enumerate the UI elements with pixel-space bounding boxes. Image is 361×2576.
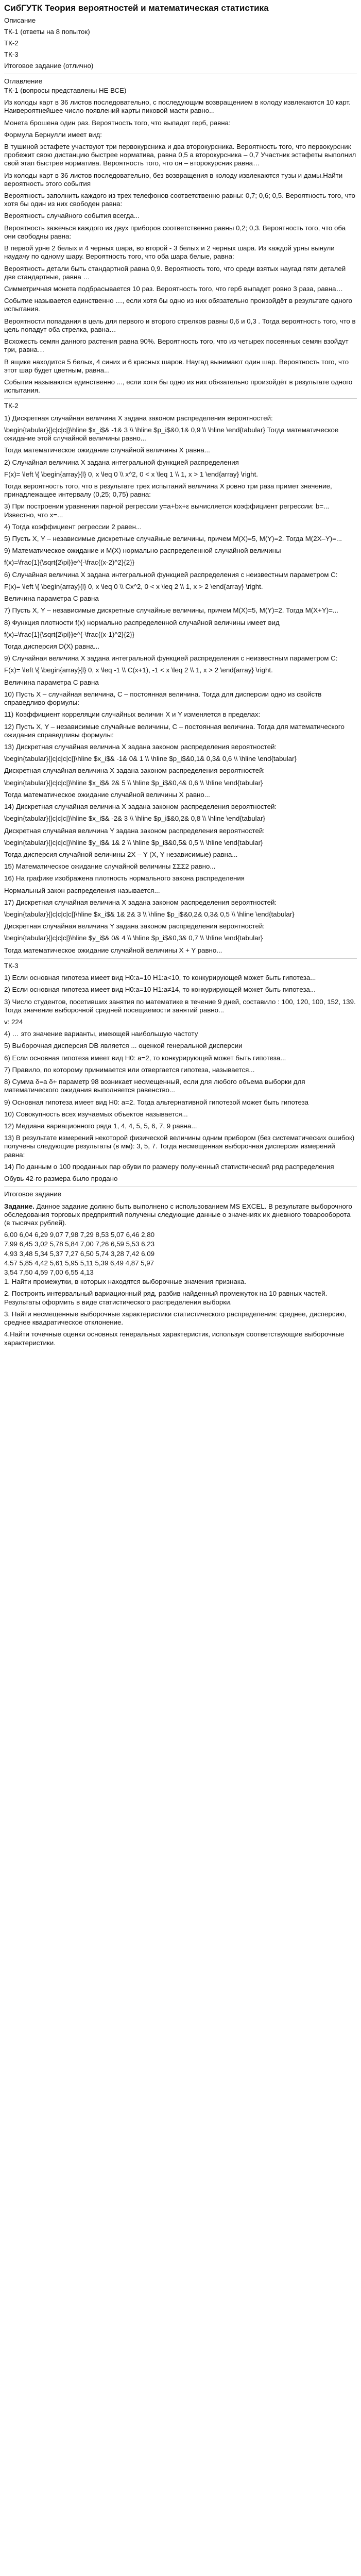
- list-item: Из колоды карт в 36 листов последовательно, с последующим возвращением в колоду извлекаются 10 карт. Наивероятнейшее число появлений карты пиковой масти равно...: [4, 98, 353, 115]
- list-item: F(x)= \left \{ \begin{array}{l} 0, x \leq 0 \\ x^2, 0 < x \leq 1 \\ 1, x > 1 \end{array} \right.: [4, 470, 258, 478]
- final-task-label: Задание.: [4, 1202, 35, 1210]
- toc-item: Итоговое задание (отлично): [4, 62, 94, 70]
- list-item: Нормальный закон распределения называется...: [4, 886, 160, 894]
- list-item: 13) Дискретная случайная величина X задана законом распределения вероятностей:: [4, 742, 277, 751]
- data-row: 6,00 6,04 6,29 9,07 7,98 7,29 8,53 5,07 6,46 2,80: [4, 1231, 155, 1239]
- data-row: 7,99 6,45 3,02 5,78 5,84 7,00 7,26 6,59 5,53 6,23: [4, 1240, 155, 1248]
- list-item: Вероятность заполнить каждого из трех телефонов соответственно равны: 0,7; 0,6; 0,5. Вероятность того, что хотя бы один из них свободен равна:: [4, 192, 357, 208]
- list-item: Из колоды карт в 36 листов последовательно, без возвращения в колоду извлекаются тузы и дамы.Найти вероятность этого события: [4, 171, 345, 188]
- list-item: Тогда дисперсия D(X) равна...: [4, 642, 100, 651]
- list-item: 4.Найти точечные оценки основных генеральных характеристик, используя соответствующие выборочные характеристики.: [4, 1330, 347, 1347]
- list-item: 4) Тогда коэффициент регрессии 2 равен...: [4, 522, 142, 531]
- list-item: Дискретная случайная величина Y задана законом распределения вероятностей:: [4, 826, 265, 835]
- list-item: 12) Медиана вариационного ряда 1, 4, 4, 5, 5, 6, 7, 9 равна...: [4, 1122, 197, 1130]
- final-steps-list: [4, 1278, 357, 1347]
- list-item: \begin{tabular}{|c|c|c|c|}\hline $x_i$& 1& 2& 3 \\ \hline $p_i$&0,2& 0,3& 0,5 \\ \hline \end{tabular}: [4, 910, 295, 919]
- list-item: 2) Случайная величина X задана интегральной функцией распределения: [4, 458, 239, 466]
- final-section: [4, 1190, 357, 1347]
- tk1-subheader: ТК-1 (вопросы представлены НЕ ВСЕ): [4, 86, 127, 94]
- tk1-question-list: [4, 98, 357, 395]
- list-item: Величина параметра C равна: [4, 595, 99, 603]
- list-item: v: 224: [4, 1018, 23, 1026]
- list-item: f(x)=\frac{1}{\sqrt{2\pi}}e^{-\frac{(x-2)^2}{2}}: [4, 558, 135, 567]
- document-title: СибГУТК Теория вероятностей и математическая статистика: [4, 3, 269, 13]
- list-item: \begin{tabular}{|c|c|c|}\hline $y_i$& 0& 4 \\ \hline $p_i$&0,3& 0,7 \\ \hline \end{tabular}: [4, 934, 263, 942]
- list-item: 5) Пусть X, Y – независимые дискретные случайные величины, причем M(X)=5, M(Y)=2. Тогда M(2X–Y)=...: [4, 535, 342, 543]
- list-item: Вероятность случайного события всегда...: [4, 212, 140, 220]
- tk3-section: [4, 962, 357, 1183]
- list-item: 7) Пусть X, Y – независимые дискретные случайные величины, причем M(X)=5, M(Y)=2. Тогда M(X+Y)=...: [4, 606, 338, 615]
- list-item: 3) При построении уравнения парной регрессии y=a+bx+ε вычисляется коэффициент регрессии: b=... Известно, что x=...: [4, 502, 331, 519]
- list-item: 15) Математическое ожидание случайной величины ΣΣΣ2 равно...: [4, 862, 216, 871]
- list-item: Событие называется единственно …, если хотя бы одно из них обязательно произойдёт в результате одного испытания.: [4, 297, 354, 313]
- list-item: 1) Дискретная случайная величина X задана законом распределения вероятностей:: [4, 414, 273, 422]
- list-item: Тогда вероятность того, что в результате трех испытаний величина X ровно три раза примет значение, принадлежащее интервалу (0,25; 0,75) равна:: [4, 482, 334, 499]
- list-item: Величина параметра C равна: [4, 678, 99, 686]
- list-item: Дискретная случайная величина Y задана законом распределения вероятностей:: [4, 922, 265, 930]
- list-item: 14) Дискретная случайная величина X задана законом распределения вероятностей:: [4, 803, 277, 811]
- list-item: \begin{tabular}{|c|c|c|c|}\hline $x_i$& -1& 0& 1 \\ \hline $p_i$&0,1& 0,3& 0,6 \\ \hline \end{tabular}: [4, 755, 297, 763]
- list-item: \begin{tabular}{|c|c|c|}\hline $x_i$& 2& 5 \\ \hline $p_i$&0,4& 0,6 \\ \hline \end{tabular}: [4, 778, 263, 787]
- list-item: 1) Если основная гипотеза имеет вид H0:a=10 H1:a<10, то конкурирующей может быть гипотеза...: [4, 974, 316, 982]
- final-task: [4, 1202, 357, 1228]
- list-item: \begin{tabular}{|c|c|c|}\hline $x_i$& -1& 3 \\ \hline $p_i$&0,1& 0,9 \\ \hline \end{tabular} Тогда математическое ожидание этой случайной величины равно...: [4, 426, 340, 443]
- list-item: 4) … это значение варианты, имеющей наибольшую частоту: [4, 1030, 198, 1038]
- list-item: 8) Функция плотности f(x) нормально распределенной случайной величины имеет вид: [4, 618, 280, 626]
- list-item: Всхожесть семян данного растения равна 90%. Вероятность того, что из четырех посеянных семян взойдут три, равна…: [4, 337, 351, 354]
- tk3-header: ТК-3: [4, 961, 19, 970]
- tk1-header: Оглавление: [4, 77, 43, 85]
- list-item: 10) Пусть X – случайная величина, C – постоянная величина. Тогда для дисперсии одно из свойств справедливо формулы:: [4, 690, 324, 707]
- list-item: Тогда математическое ожидание случайной величины X равно...: [4, 790, 210, 799]
- tk2-question-list: [4, 414, 357, 955]
- list-item: Тогда математическое ожидание случайной величины X равна...: [4, 446, 210, 454]
- list-item: События называются единственно ..., если хотя бы одно из них обязательно произойдёт в результате одного испытания.: [4, 378, 355, 395]
- list-item: 2. Построить интервальный вариационный ряд, разбив найденный промежуток на 10 равных частей. Результаты оформить в виде статистического распределения выборки.: [4, 1290, 329, 1306]
- list-item: Формула Бернулли имеет вид:: [4, 130, 102, 139]
- list-item: В тушиной эстафете участвуют три первокурсника и два второкурсника. Вероятность того, что первокурсник пробежит свою дистанцию быстрее норматива, равна 0,5 а второкурсника – 0,7 Участник эстафеты выполнил свой этап быстрее норматива. Вероятность того, что он – второкурсник равна…: [4, 142, 358, 167]
- toc-item: ТК-2: [4, 39, 19, 47]
- list-item: 11) Коэффициент корреляции случайных величин X и Y изменяется в пределах:: [4, 710, 261, 719]
- list-item: 5) Выборочная дисперсия DВ является ... оценкой генеральной дисперсии: [4, 1042, 243, 1050]
- final-header: Итоговое задание: [4, 1190, 62, 1198]
- list-item: 14) По данным о 100 проданных пар обуви по размеру полученный статистический ряд распределения: [4, 1162, 334, 1171]
- tk1-section: [4, 77, 357, 395]
- list-item: \begin{tabular}{|c|c|c|}\hline $y_i$& 1& 2 \\ \hline $p_i$&0,5& 0,5 \\ \hline \end{tabular}: [4, 838, 263, 846]
- list-item: 7) Правило, по которому принимается или отвергается гипотеза, называется...: [4, 1065, 255, 1074]
- list-item: 12) Пусть X, Y – независимые случайные величины, C – постоянная величина. Тогда для математического ожидания справедливы формулы:: [4, 722, 347, 739]
- data-row: 3,54 7,50 4,59 7,00 6,55 4,13: [4, 1268, 94, 1277]
- list-item: Тогда дисперсия случайной величины 2X – Y (X, Y независимые) равна...: [4, 850, 238, 858]
- list-item: Вероятность зажечься каждого из двух приборов соответственно равны 0,2; 0,3. Вероятность того, что оба они свободны равна:: [4, 224, 348, 240]
- list-item: 1. Найти промежутки, в которых находятся выборочные значения признака.: [4, 1278, 247, 1286]
- list-item: Вероятности попадания в цель для первого и второго стрелков равны 0,6 и 0,3 . Тогда вероятность того, что в цель попадут оба стрелка, равна…: [4, 317, 358, 333]
- list-item: 9) Математическое ожидание и M(X) нормально распределенной случайной величины: [4, 547, 281, 555]
- toc-item: ТК-3: [4, 50, 19, 59]
- list-item: 2) Если основная гипотеза имеет вид H0:a=10 H1:a≠14, то конкурирующей может быть гипотеза...: [4, 986, 316, 994]
- list-item: 17) Дискретная случайная величина X задана законом распределения вероятностей:: [4, 898, 277, 906]
- list-item: Симметричная монета подбрасывается 10 раз. Вероятность того, что герб выпадет ровно 3 раза, равна…: [4, 285, 343, 293]
- table-of-contents: [4, 16, 357, 71]
- list-item: В первой урне 2 белых и 4 черных шара, во второй - 3 белых и 2 черных шара. Из каждой урны вынули наудачу по одному шару. Вероятность того, что оба шара белые, равна:: [4, 244, 337, 261]
- list-item: Дискретная случайная величина X задана законом распределения вероятностей:: [4, 767, 265, 775]
- final-data-block: [4, 1231, 357, 1277]
- final-task-text: Данное задание должно быть выполнено с использованием MS EXCEL. В результате выборочного обследования торговых предприятий получены следующие данные о значениях их дневного товарооборота (в тысячах рублей).: [4, 1202, 354, 1227]
- list-item: Обувь 42-го размера было продано: [4, 1175, 118, 1183]
- list-item: 9) Основная гипотеза имеет вид H0: a=2. Тогда альтернативной гипотезой может быть гипотеза: [4, 1098, 309, 1106]
- divider: [4, 398, 357, 399]
- divider: [4, 958, 357, 959]
- tk2-section: [4, 402, 357, 955]
- list-item: F(x)= \left \{ \begin{array}{l} 0, x \leq -1 \\ C(x+1), -1 < x \leq 2 \\ 1, x > 2 \end{array} \right.: [4, 666, 273, 674]
- list-item: 13) В результате измерений некоторой физической величины одним прибором (без систематических ошибок) получены следующие результаты (в мм): 3, 5, 7. Тогда несмещенная выборочная дисперсия измерений равна:: [4, 1134, 356, 1159]
- data-row: 4,57 5,85 4,42 5,61 5,95 5,11 5,39 6,49 4,87 5,97: [4, 1259, 154, 1267]
- data-row: 4,93 3,48 5,34 5,37 7,27 6,50 5,74 3,28 7,42 6,09: [4, 1249, 155, 1258]
- list-item: Монета брошена один раз. Вероятность того, что выпадет герб, равна:: [4, 118, 231, 127]
- list-item: \begin{tabular}{|c|c|c|}\hline $x_i$& -2& 3 \\ \hline $p_i$&0,2& 0,8 \\ \hline \end{tabular}: [4, 815, 265, 823]
- list-item: Тогда математическое ожидание случайной величины X + Y равно...: [4, 946, 222, 954]
- list-item: 6) Случайная величина X задана интегральной функцией распределения с неизвестным параметром C:: [4, 570, 338, 579]
- list-item: 6) Если основная гипотеза имеет вид H0: a=2, то конкурирующей может быть гипотеза...: [4, 1054, 286, 1062]
- list-item: 3. Найти несмещенные выборочные характеристики статистического распределения: среднее, дисперсию, среднее квадратическое отклонение.: [4, 1310, 349, 1327]
- tk2-header: ТК-2: [4, 402, 19, 410]
- list-item: Вероятность детали быть стандартной равна 0,9. Вероятность того, что среди взятых наугад пяти деталей две стандартные, равна …: [4, 264, 348, 281]
- toc-item: ТК-1 (ответы на 8 попыток): [4, 27, 90, 36]
- list-item: 3) Число студентов, посетивших занятия по математике в течение 9 дней, составило : 100, 120, 100, 152, 139. Тогда значение выборочной средней посещаемости занятий равно...: [4, 997, 358, 1014]
- list-item: F(x)= \left \{ \begin{array}{l} 0, x \leq 0 \\ Cx^2, 0 < x \leq 2 \\ 1, x > 2 \end{array} \right.: [4, 582, 263, 590]
- list-item: 10) Совокупность всех изучаемых объектов называется...: [4, 1110, 188, 1118]
- tk3-question-list: [4, 974, 357, 1183]
- list-item: В ящике находится 5 белых, 4 синих и 6 красных шаров. Наугад вынимают один шар. Вероятность того, что этот шар будет цветным, равна...: [4, 358, 351, 374]
- list-item: 8) Сумма δ=a δ+ параметр 98 возникает несмещенный, если для любого объема выборки для математического ожидания выполняется равенство...: [4, 1078, 307, 1094]
- list-item: 9) Случайная величина X задана интегральной функцией распределения с неизвестным параметром C:: [4, 654, 338, 663]
- toc-item: Описание: [4, 16, 36, 24]
- list-item: f(x)=\frac{1}{\sqrt{2\pi}}e^{-\frac{(x-1)^2}{2}}: [4, 630, 135, 638]
- list-item: 16) На графике изображена плотность нормального закона распределения: [4, 874, 245, 883]
